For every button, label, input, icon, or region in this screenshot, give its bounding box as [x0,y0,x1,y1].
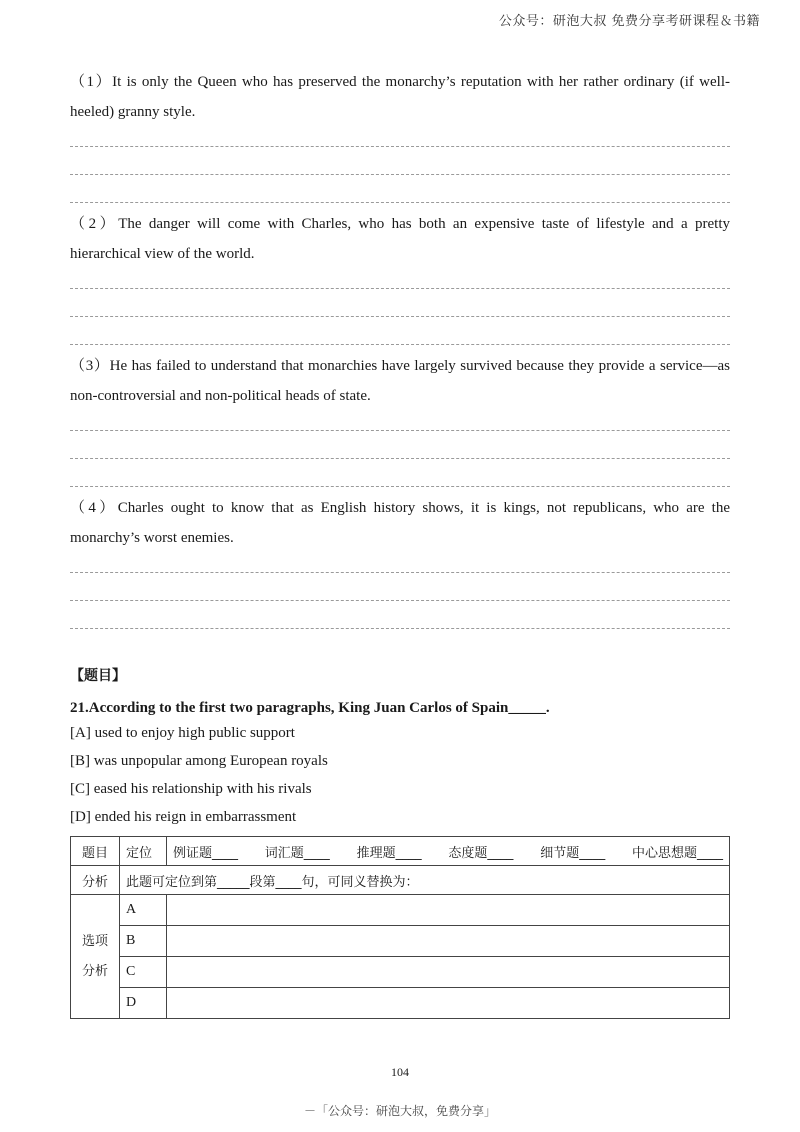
question-type-cell [167,837,730,866]
option-analysis-a[interactable] [167,895,730,926]
answer-line[interactable] [70,628,730,629]
options-label-line1: 选项 [81,933,108,949]
sentence-text: It is only the Queen who has preserved the monarchy’s reputation with her rather ordinary (if well-heeled) granny style. [70,74,730,120]
table-row [71,895,730,926]
option-analysis-c[interactable] [167,957,730,988]
answer-line[interactable] [70,344,730,345]
option-analysis-b[interactable] [167,926,730,957]
analysis-table [70,836,730,1019]
type-vocabulary[interactable]: 词汇题____ [264,845,330,861]
type-main-idea[interactable]: 中心思想题____ [631,845,723,861]
answer-line[interactable] [70,458,730,459]
table-row [71,988,730,1019]
type-example[interactable]: 例证题____ [173,845,239,861]
question-title: 21.According to the first two paragraphs, King Juan Carlos of Spain_____. [70,700,550,716]
table-row [71,866,730,895]
type-detail[interactable]: 细节题____ [540,845,606,861]
table-row [71,926,730,957]
option-b[interactable]: [B] was unpopular among European royals [70,753,328,769]
sentence-4 [70,493,730,553]
row-label-analysis: 分析 [71,866,120,895]
type-label: 定位 [120,837,167,866]
sentence-number: （2） [70,216,119,232]
sentence-3 [70,351,730,411]
option-c[interactable]: [C] eased his relationship with his rivals [70,781,312,797]
table-row [71,957,730,988]
sentence-text: The danger will come with Charles, who has both an expensive taste of lifestyle and a pretty hierarchical view of the world. [70,216,730,262]
location-cell[interactable]: 此题可定位到第_____段第____句，可同义替换为： [120,866,730,895]
option-letter: A [120,895,167,926]
row-label-question: 题目 [71,837,120,866]
answer-line[interactable] [70,146,730,147]
answer-line[interactable] [70,486,730,487]
row-label-options [71,895,120,1019]
table-row [71,837,730,866]
answer-line[interactable] [70,600,730,601]
sentence-2 [70,209,730,269]
header-watermark: 公众号：研泡大叔 免费分享考研课程＆书籍 [498,14,760,29]
sentence-number: （3） [70,358,110,374]
option-analysis-d[interactable] [167,988,730,1019]
type-attitude[interactable]: 态度题____ [448,845,514,861]
page-number: 104 [391,1065,409,1079]
option-letter: B [120,926,167,957]
option-a[interactable]: [A] used to enjoy high public support [70,725,295,741]
answer-line[interactable] [70,430,730,431]
answer-line[interactable] [70,316,730,317]
answer-line[interactable] [70,174,730,175]
sentence-number: （1） [70,74,113,90]
answer-line[interactable] [70,288,730,289]
options-label-line2: 分析 [81,963,108,979]
option-letter: C [120,957,167,988]
answer-line[interactable] [70,202,730,203]
sentence-text: He has failed to understand that monarchies have largely survived because they provide a service—as non-controversial and non-political heads of state. [70,358,730,404]
footer-watermark: －「公众号：研泡大叔，免费分享」 [303,1104,496,1118]
option-letter: D [120,988,167,1019]
sentence-1 [70,67,730,127]
option-d[interactable]: [D] ended his reign in embarrassment [70,809,297,825]
question-tag: 【题目】 [70,668,126,684]
type-inference[interactable]: 推理题____ [356,845,422,861]
sentence-text: Charles ought to know that as English history shows, it is kings, not republicans, who are the monarchy’s worst enemies. [70,500,730,546]
sentence-number: （4） [70,500,118,516]
answer-line[interactable] [70,572,730,573]
